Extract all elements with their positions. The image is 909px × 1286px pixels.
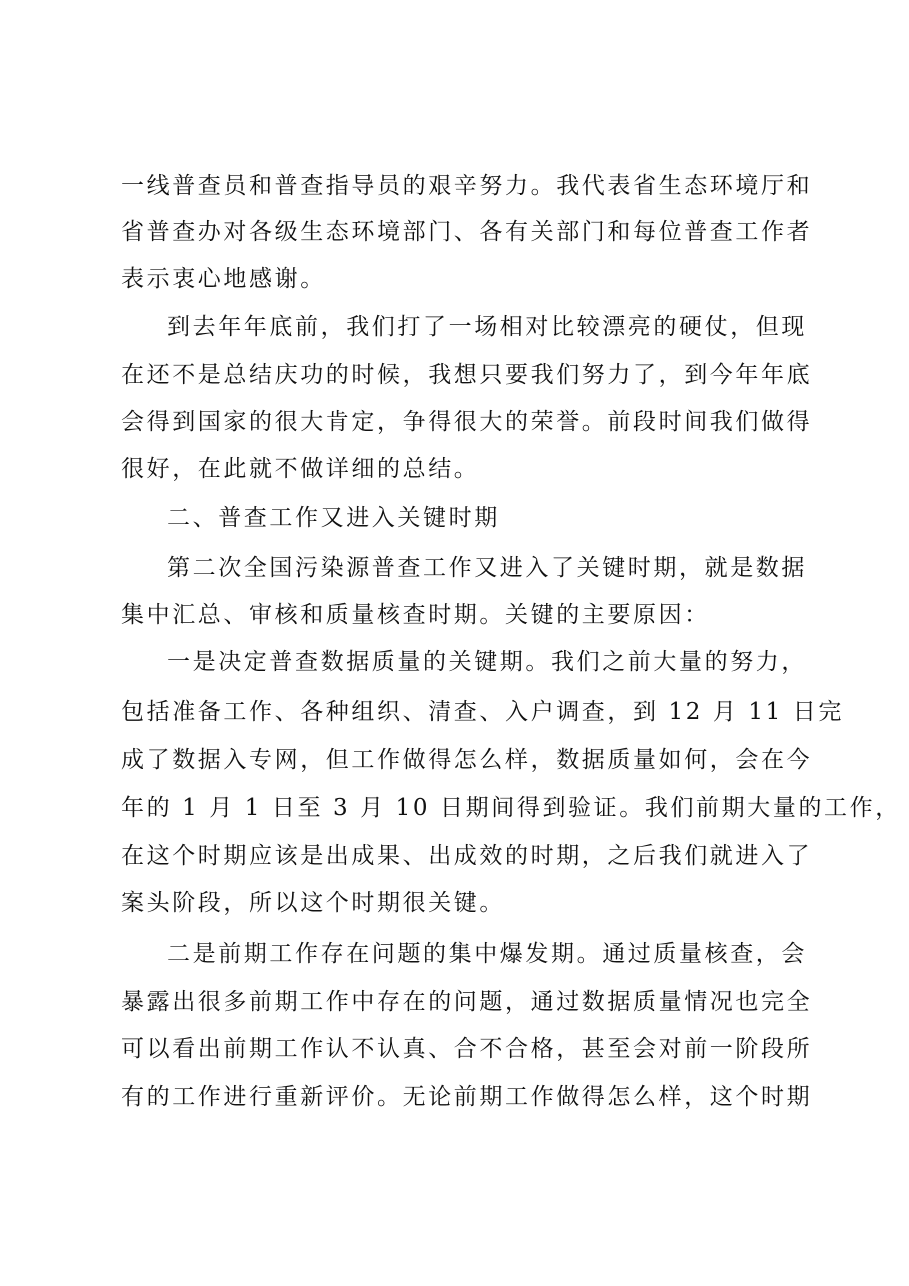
body-line-19: 可以看出前期工作认不认真、合不合格，甚至会对前一阶段所	[121, 1036, 813, 1062]
body-line-10: 集中汇总、审核和质量核查时期。关键的主要原因：	[121, 602, 710, 628]
body-line-3: 表示衷心地感谢。	[121, 266, 326, 292]
body-line-6: 会得到国家的很大肯定，争得很大的荣誉。前段时间我们做得	[121, 409, 813, 435]
section-heading: 二、普查工作又进入关键时期	[167, 505, 500, 531]
body-line-20: 有的工作进行重新评价。无论前期工作做得怎么样，这个时期	[121, 1084, 813, 1110]
body-line-7: 很好，在此就不做详细的总结。	[121, 456, 480, 482]
body-line-2: 省普查办对各级生态环境部门、各有关部门和每位普查工作者	[121, 219, 813, 245]
body-line-16: 案头阶段，所以这个时期很关键。	[121, 890, 505, 916]
body-line-14: 年的 1 月 1 日至 3 月 10 日期间得到验证。我们前期大量的工作，	[121, 795, 901, 821]
body-line-13: 成了数据入专网，但工作做得怎么样，数据质量如何，会在今	[121, 747, 813, 773]
body-line-11: 一是决定普查数据质量的关键期。我们之前大量的努力，	[167, 649, 807, 675]
body-line-17: 二是前期工作存在问题的集中爆发期。通过质量核查，会	[167, 941, 807, 967]
body-line-5: 在还不是总结庆功的时候，我想只要我们努力了，到今年年底	[121, 362, 813, 388]
body-line-12: 包括准备工作、各种组织、清查、入户调查，到 12 月 11 日完	[121, 699, 844, 725]
body-line-9: 第二次全国污染源普查工作又进入了关键时期，就是数据	[167, 555, 807, 581]
body-line-15: 在这个时期应该是出成果、出成效的时期，之后我们就进入了	[121, 843, 813, 869]
body-line-4: 到去年年底前，我们打了一场相对比较漂亮的硬仗，但现	[167, 314, 807, 340]
body-line-18: 暴露出很多前期工作中存在的问题，通过数据质量情况也完全	[121, 989, 813, 1015]
body-line-1: 一线普查员和普查指导员的艰辛努力。我代表省生态环境厅和	[121, 173, 813, 199]
